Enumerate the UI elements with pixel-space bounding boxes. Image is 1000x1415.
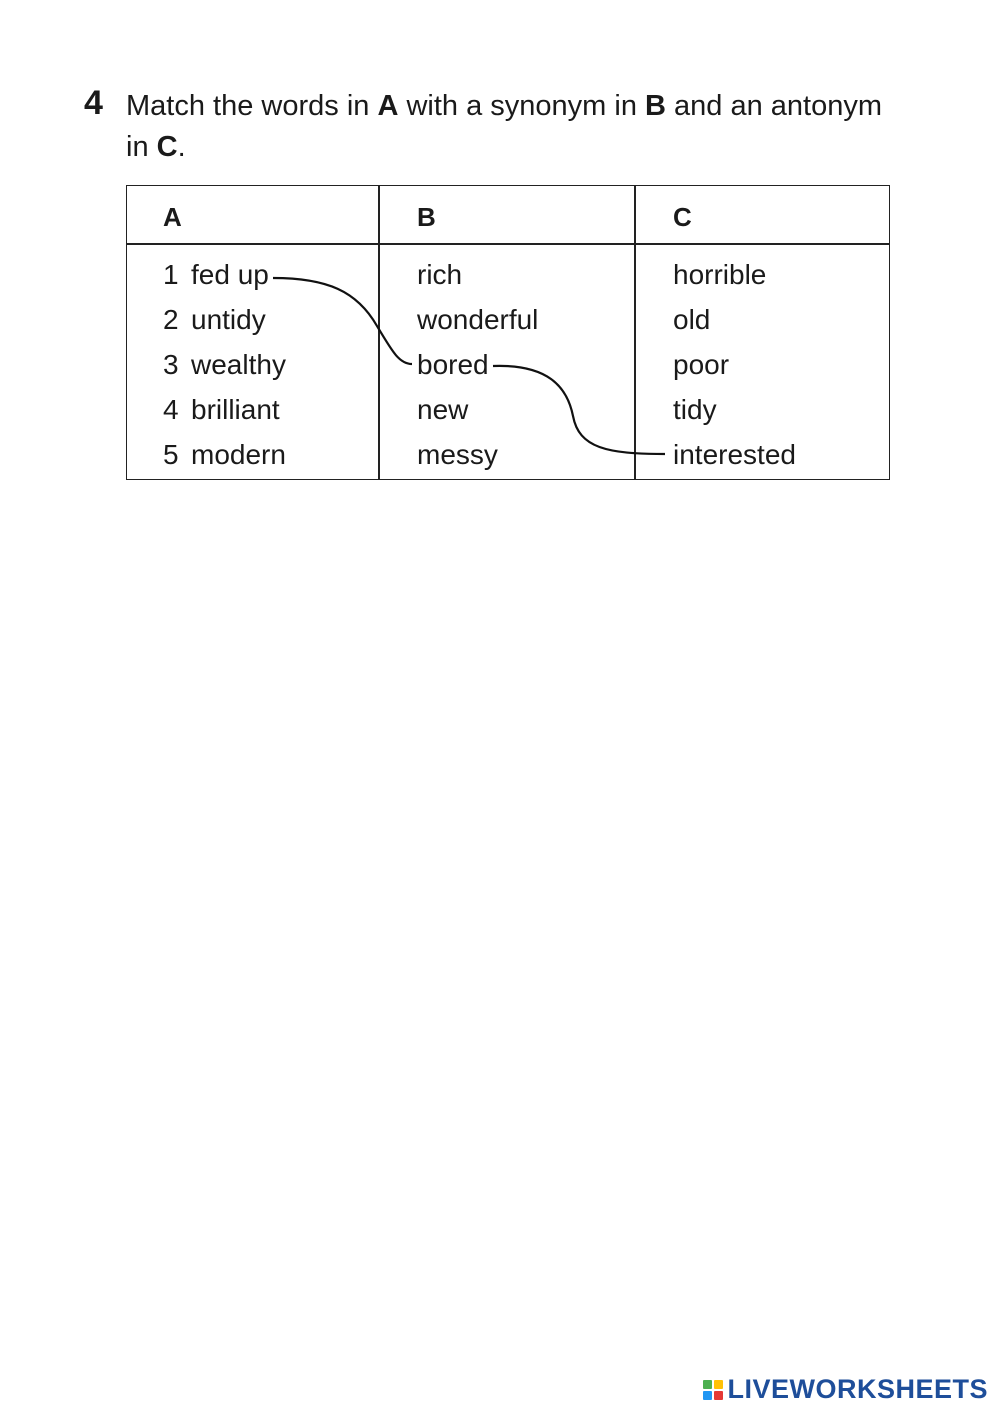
- word-c-2: old: [673, 304, 711, 335]
- instruction-part: .: [177, 131, 186, 163]
- column-divider: [634, 186, 636, 479]
- word-text: untidy: [191, 304, 266, 335]
- word-text: fed up: [191, 259, 269, 290]
- exercise-number: 4: [84, 84, 103, 122]
- instruction-part: Match the words in: [126, 90, 378, 122]
- word-b-1: rich: [417, 259, 463, 290]
- word-a-4: [163, 393, 280, 427]
- column-divider: [378, 186, 380, 479]
- word-text: brilliant: [191, 394, 280, 425]
- word-c-5: interested: [673, 439, 796, 470]
- match-line-fedup-bored: [273, 278, 412, 364]
- word-b-4: new: [417, 394, 469, 425]
- word-a-5: [163, 438, 286, 472]
- word-b-5: messy: [417, 439, 498, 470]
- word-b-3: bored: [417, 349, 489, 380]
- word-a-3: [163, 348, 286, 382]
- instruction-part: A: [377, 90, 399, 122]
- instruction-part: B: [645, 90, 666, 122]
- logo-icon: [703, 1380, 723, 1400]
- matching-table: [126, 185, 890, 480]
- word-a-1: [163, 258, 269, 292]
- instruction-part: with a synonym in: [398, 90, 646, 122]
- item-number: 5: [163, 439, 179, 470]
- word-b-2: wonderful: [417, 304, 539, 335]
- item-number: 2: [163, 304, 179, 335]
- instruction-text: [126, 86, 886, 168]
- instruction-part: C: [156, 131, 178, 163]
- liveworksheets-logo: [703, 1374, 988, 1405]
- header-divider: [127, 243, 889, 245]
- word-c-3: poor: [673, 349, 730, 380]
- column-header-c: C: [673, 202, 692, 232]
- instruction-part: in: [126, 131, 157, 163]
- word-a-2: [163, 303, 266, 337]
- word-text: wealthy: [191, 349, 286, 380]
- item-number: 1: [163, 259, 179, 290]
- word-c-4: tidy: [673, 394, 717, 425]
- column-header-a: A: [163, 202, 182, 232]
- item-number: 3: [163, 349, 179, 380]
- item-number: 4: [163, 394, 179, 425]
- word-c-1: horrible: [673, 259, 767, 290]
- match-line-bored-interested: [493, 366, 665, 454]
- logo-text: LIVEWORKSHEETS: [727, 1374, 988, 1404]
- instruction-part: and an antonym: [665, 90, 883, 122]
- column-header-b: B: [417, 202, 436, 232]
- word-text: modern: [191, 439, 286, 470]
